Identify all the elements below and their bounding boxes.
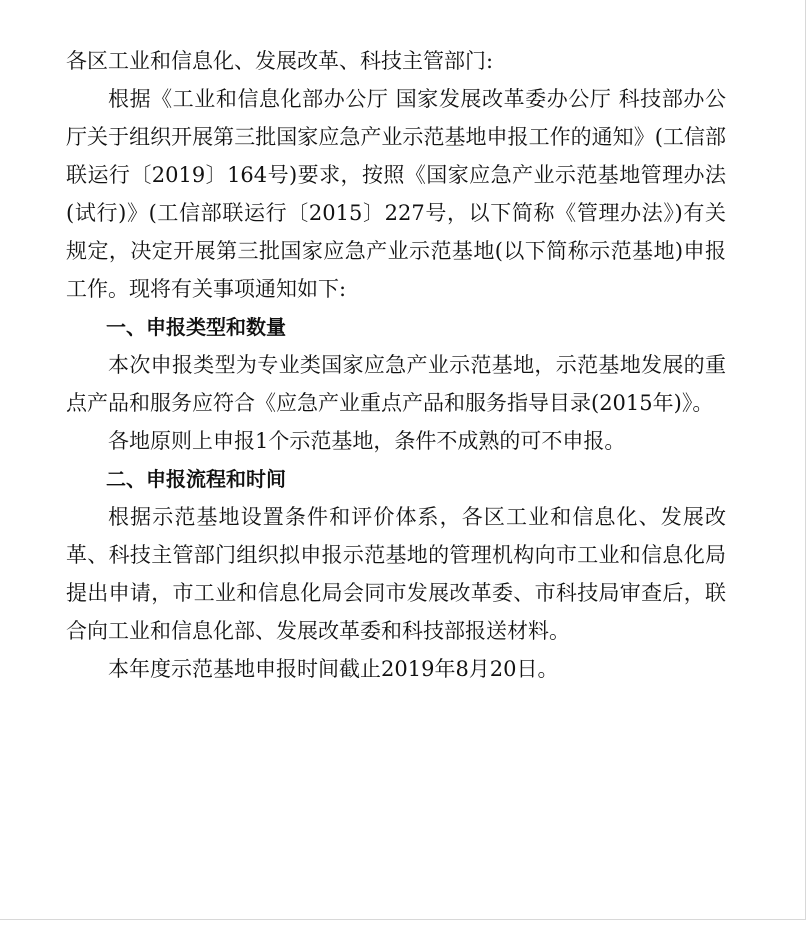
section-2-heading: 二、申报流程和时间 <box>106 467 286 491</box>
section-1-paragraph-2: 各地原则上申报1个示范基地，条件不成熟的可不申报。 <box>108 429 626 453</box>
section-2-paragraph-2: 本年度示范基地申报时间截止2019年8月20日。 <box>108 657 559 681</box>
section-1-paragraph-1: 本次申报类型为专业类国家应急产业示范基地，示范基地发展的重点产品和服务应符合《应急产业重点产品和服务指导目录(2015年)》。 <box>66 353 726 415</box>
addressee-line: 各区工业和信息化、发展改革、科技主管部门: <box>66 49 494 73</box>
intro-paragraph: 根据《工业和信息化部办公厅 国家发展改革委办公厅 科技部办公厅关于组织开展第三批国家应急产业示范基地申报工作的通知》(工信部联运行〔2019〕164号)要求，按照《国家应急产业示范基地管理办法(试行)》(工信部联运行〔2015〕227号，以下简称《管理办法》)有关规定，决定开展第三批国家应急产业示范基地(以下简称示范基地)申报工作。现将有关事项通知如下: <box>66 87 726 301</box>
section-1-heading: 一、申报类型和数量 <box>106 315 286 339</box>
section-2-paragraph-1: 根据示范基地设置条件和评价体系，各区工业和信息化、发展改革、科技主管部门组织拟申报示范基地的管理机构向市工业和信息化局提出申请，市工业和信息化局会同市发展改革委、市科技局审查后，联合向工业和信息化部、发展改革委和科技部报送材料。 <box>66 505 726 643</box>
document-body <box>66 42 726 688</box>
